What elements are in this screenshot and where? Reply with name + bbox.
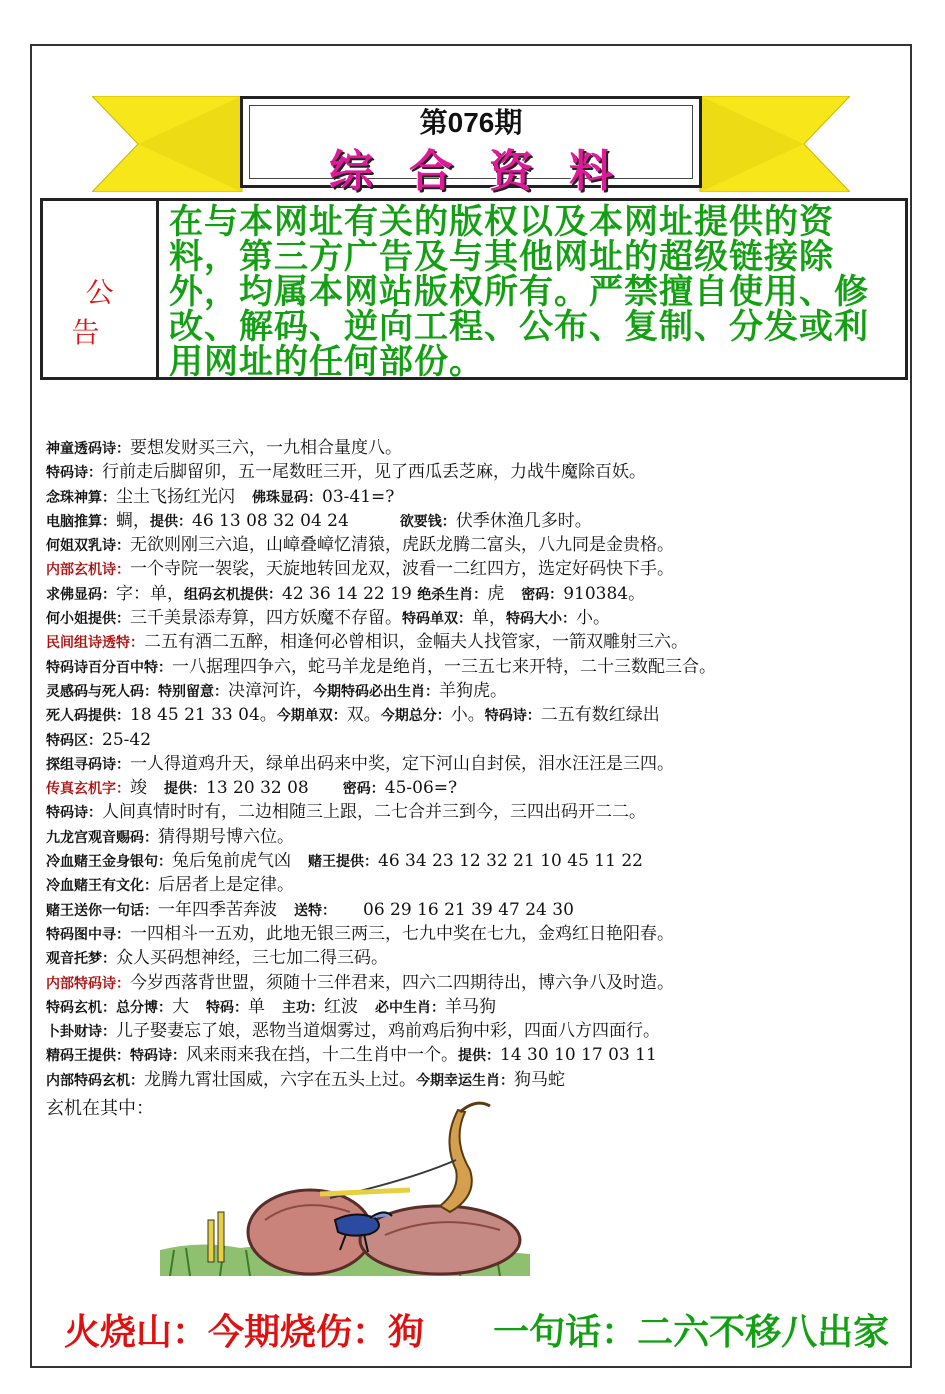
line-key: 卜卦财诗： — [46, 1024, 116, 1041]
line-key: 今期幸运生肖： — [416, 1072, 514, 1089]
line-value: 三千美景添寿算，四方妖魔不存留。 — [130, 608, 402, 629]
footer-line — [64, 1304, 889, 1355]
info-line — [46, 460, 906, 484]
line-value: 字：单， — [116, 583, 184, 604]
line-key: 赌王送你一句话： — [46, 902, 158, 919]
line-key: 冷血赌王金身银句： — [46, 854, 172, 871]
line-value: 双。 — [346, 705, 381, 726]
line-key: 特码诗： — [484, 708, 541, 725]
line-key: 精码王提供： — [46, 1048, 130, 1065]
line-value: 狗马蛇 — [514, 1069, 565, 1090]
line-value: 大 — [172, 996, 206, 1017]
line-value: 人间真情时时有，二边相随三上跟，二七合并三到今，三四出码开二二。 — [102, 802, 646, 823]
notice-text: 在与本网址有关的版权以及本网址提供的资料，第三方广告及与其他网址的超级链接除外，均属本网站版权所有。严禁擅自使用、修改、解码、逆向工程、公布、复制、分发或利用网址的任何部份。 — [169, 202, 869, 382]
info-line — [46, 776, 906, 800]
right-ribbon-graphic — [690, 96, 850, 192]
line-value: 18 45 21 33 04。 — [130, 705, 277, 726]
line-key: 神童透码诗： — [46, 441, 130, 457]
info-line — [46, 898, 906, 922]
line-key: 观音托梦： — [46, 951, 116, 968]
line-key: 民间组诗透特： — [46, 635, 144, 652]
info-line — [46, 752, 906, 776]
notice-label: 公告 — [71, 276, 142, 349]
info-line — [46, 557, 906, 581]
line-value: 03-41=? — [322, 486, 395, 507]
info-line — [46, 1019, 906, 1043]
line-key: 送特： — [294, 902, 329, 919]
line-key: 冷血赌王有文化： — [46, 878, 158, 895]
line-value: 单 — [248, 996, 282, 1017]
info-line — [46, 825, 906, 849]
line-value: 羊马狗 — [445, 996, 496, 1017]
line-value: 小。 — [576, 608, 610, 629]
line-value: 一八据理四争六，蛇马羊龙是绝肖，一三五七来开特，二十三数配三合。 — [172, 656, 716, 677]
line-key: 特码单双： — [402, 611, 472, 628]
info-line — [46, 922, 906, 946]
line-key: 何姐双乳诗： — [46, 538, 130, 555]
info-line — [46, 582, 906, 606]
line-key: 死人码提供： — [46, 708, 130, 725]
line-key: 今期单双： — [276, 708, 347, 725]
info-line — [46, 606, 906, 630]
line-value: 后居者上是定律。 — [158, 875, 294, 896]
line-value: 25-42 — [102, 729, 152, 750]
line-key: 特码诗： — [130, 1048, 186, 1065]
line-key: 主功： — [282, 999, 324, 1016]
line-key: 求佛显码： — [46, 586, 116, 603]
line-value: 13 20 32 08 — [206, 778, 343, 799]
line-value: 儿子娶妻忘了娘，恶物当道烟雾过，鸡前鸡后狗中彩，四面八方四面行。 — [116, 1021, 660, 1042]
line-key: 特码图中寻： — [46, 926, 130, 943]
issue-number: 第076期 — [419, 107, 523, 138]
line-value: 今岁西落背世盟，须随十三伴君来，四六二四期待出，博六争八及时造。 — [130, 972, 674, 993]
info-line — [46, 533, 906, 557]
line-value: 46 13 08 32 04 24 — [192, 510, 400, 531]
line-value: 二五有酒二五醉，相逢何必曾相识，金幅夫人找管家，一箭双雕射三六。 — [144, 632, 688, 653]
line-key: 佛珠显码： — [252, 489, 322, 506]
line-value: 一人得道鸡升天，绿单出码来中奖，定下河山自封侯，泪水汪汪是三四。 — [130, 753, 674, 774]
line-value: 决漳河许， — [228, 680, 313, 701]
line-value: 众人买码想神经，三七加二得三码。 — [116, 948, 388, 969]
line-key: 特码玄机： — [46, 999, 116, 1016]
line-key: 今期特码必出生肖： — [313, 683, 439, 700]
info-line — [46, 873, 906, 897]
info-line — [46, 703, 906, 727]
footer-right-text: 一句话：二六不移八出家 — [493, 1312, 890, 1353]
line-value: 单， — [472, 608, 506, 629]
info-lines — [46, 436, 906, 1092]
line-value: 竣 — [130, 778, 164, 799]
line-key: 特码大小： — [506, 611, 576, 628]
main-title: 综合资料 — [329, 146, 649, 197]
line-key: 内部特码玄机： — [46, 1072, 144, 1089]
line-value: 一个寺院一袈裟，天旋地转回龙双，波看一二红四方，选定好码快下手。 — [130, 559, 674, 580]
info-line — [46, 800, 906, 824]
info-line — [46, 509, 906, 533]
info-line — [46, 436, 906, 460]
line-key: 绝杀生肖： — [417, 586, 488, 603]
line-value: 14 30 10 17 03 11 — [500, 1045, 657, 1066]
line-key: 总分博： — [116, 999, 172, 1016]
line-key: 特码诗： — [46, 465, 102, 482]
mystery-label: 玄机在其中： — [46, 1098, 154, 1119]
line-key: 今期总分： — [380, 708, 451, 725]
line-value: 红波 — [324, 996, 375, 1017]
line-value: 小。 — [450, 705, 485, 726]
title-box — [240, 96, 702, 197]
line-key: 特码诗： — [46, 805, 102, 822]
line-value: 龙腾九霄壮国威，六字在五头上过。 — [144, 1069, 416, 1090]
line-key: 提供： — [458, 1048, 500, 1065]
line-key: 何小姐提供： — [46, 611, 130, 628]
line-value: 一年四季苦奔波 — [158, 899, 294, 920]
left-ribbon-graphic — [92, 96, 252, 192]
line-key: 赌王提供： — [308, 854, 378, 871]
line-key: 念珠神算： — [46, 489, 116, 506]
info-line — [46, 995, 906, 1019]
line-key: 欲要钱： — [399, 513, 456, 530]
footer-left-text: 火烧山：今期烧伤：狗 — [64, 1312, 425, 1353]
line-key: 组码玄机提供： — [184, 586, 282, 603]
line-key: 特码区： — [46, 732, 102, 749]
line-value: 45-06=? — [384, 778, 458, 799]
info-line — [46, 1068, 906, 1092]
line-value: 行前走后脚留卯，五一尾数旺三开，见了西瓜丢芝麻，力战牛魔除百妖。 — [102, 462, 646, 483]
info-line — [46, 630, 906, 654]
notice-label-cell — [43, 201, 159, 377]
info-line — [46, 679, 906, 703]
line-value: 42 36 14 22 19 — [282, 583, 418, 604]
line-value: 伏季休渔几多时。 — [455, 510, 592, 531]
line-key: 灵感码与死人码： — [46, 683, 158, 700]
line-value: 蜩， — [116, 510, 150, 531]
line-value: 46 34 23 12 32 21 10 45 11 22 — [378, 851, 643, 872]
line-value: 无欲则刚三六追，山嶂叠嶂忆清猿，虎跃龙腾二富头，八九同是金贵格。 — [130, 535, 674, 556]
line-value: 风来雨来我在挡，十二生肖中一个。 — [186, 1045, 458, 1066]
line-key: 内部特码诗： — [46, 975, 130, 992]
line-key: 特别留意： — [158, 683, 228, 700]
line-value: 尘土飞扬红光闪 — [116, 486, 252, 507]
info-line — [46, 728, 906, 752]
line-value: 虎 — [487, 583, 522, 604]
line-key: 密码： — [521, 586, 564, 603]
line-key: 特码诗百分百中特： — [46, 659, 172, 676]
line-value: 要想发财买三六，一九相合量度八。 — [130, 438, 402, 458]
info-line — [46, 485, 906, 509]
line-value: 羊狗虎。 — [439, 680, 507, 701]
line-key: 电脑推算： — [46, 513, 116, 530]
info-line — [46, 971, 906, 995]
horse-rock-illustration — [160, 1100, 530, 1276]
line-value: 兔后兔前虎气凶 — [172, 851, 308, 872]
line-value: 一四相斗一五劝，此地无银三两三，七九中奖在七九，金鸡红日艳阳春。 — [130, 923, 674, 944]
info-line — [46, 1043, 906, 1067]
line-key: 提供： — [164, 781, 206, 798]
line-key: 提供： — [150, 513, 192, 530]
info-line — [46, 946, 906, 970]
line-key: 必中生肖： — [375, 999, 445, 1016]
line-key: 密码： — [342, 781, 385, 798]
line-key: 探组寻码诗： — [46, 756, 130, 773]
line-value: 910384。 — [563, 583, 646, 604]
line-value: 06 29 16 21 39 47 24 30 — [329, 899, 574, 920]
line-key: 特码： — [206, 999, 248, 1016]
info-line — [46, 849, 906, 873]
info-line — [46, 655, 906, 679]
line-value: 二五有数红绿出 — [540, 705, 660, 726]
notice-box — [40, 198, 908, 380]
line-key: 内部玄机诗： — [46, 562, 130, 579]
line-key: 九龙宫观音赐码： — [46, 829, 158, 846]
line-key: 传真玄机字： — [46, 781, 130, 798]
line-value: 猜得期号博六位。 — [158, 826, 294, 847]
